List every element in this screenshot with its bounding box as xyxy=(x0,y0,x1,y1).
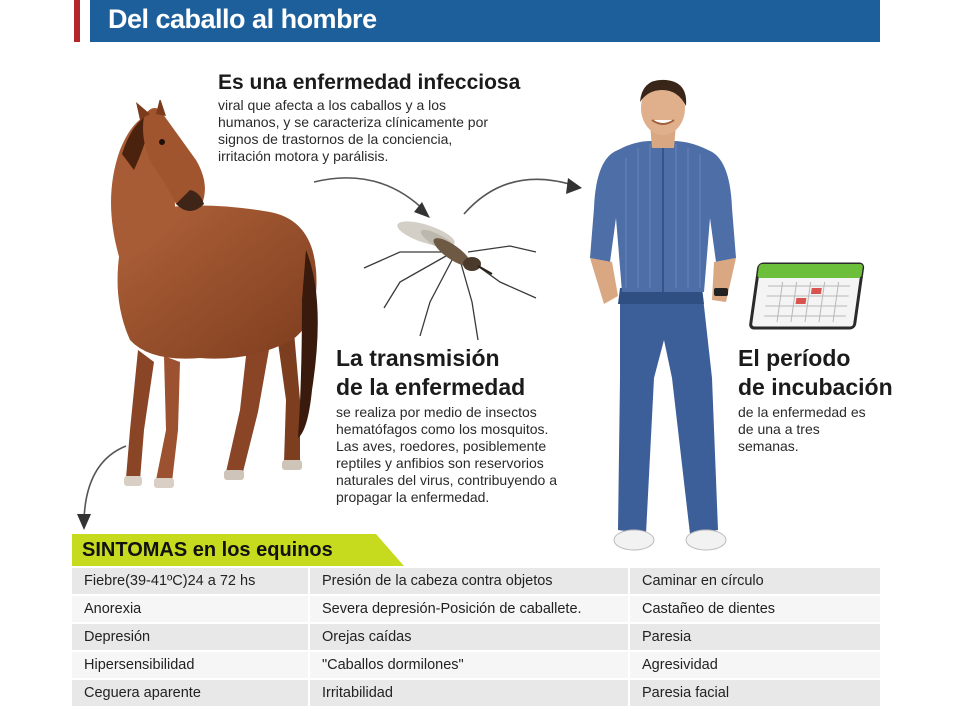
table-cell: Severa depresión-Posición de caballete. xyxy=(310,596,628,622)
infectious-line: irritación motora y parálisis. xyxy=(218,147,389,164)
transmission-line: hematófagos como los mosquitos. xyxy=(336,420,549,437)
table-cell: Ceguera aparente xyxy=(72,680,308,706)
table-cell: Agresividad xyxy=(630,652,880,678)
symptoms-title: SINTOMAS en los equinos xyxy=(82,539,333,561)
incubation-line: de la enfermedad es xyxy=(738,403,866,420)
table-cell: Presión de la cabeza contra objetos xyxy=(310,568,628,594)
incubation-line: semanas. xyxy=(738,437,799,454)
arrow-mosquito-to-man xyxy=(458,168,588,218)
transmission-line: propagar la enfermedad. xyxy=(336,489,490,506)
incubation-block xyxy=(738,346,938,455)
transmission-line: naturales del virus, contribuyendo a xyxy=(336,471,558,488)
symptoms-tag xyxy=(72,534,404,566)
table-cell: Anorexia xyxy=(72,596,308,622)
incubation-title-line: El período xyxy=(738,345,851,371)
table-cell: "Caballos dormilones" xyxy=(310,652,628,678)
page-title: Del caballo al hombre xyxy=(108,4,377,34)
table-row xyxy=(72,596,880,622)
transmission-title-line: de la enfermedad xyxy=(336,373,526,400)
infectious-line: humanos, y se caracteriza clínicamente por xyxy=(218,113,489,130)
table-cell: Caminar en círculo xyxy=(630,568,880,594)
table-cell: Fiebre(39-41ºC)24 a 72 hs xyxy=(72,568,308,594)
transmission-title-line: La transmisión xyxy=(336,345,500,371)
table-cell: Hipersensibilidad xyxy=(72,652,308,678)
transmission-line: reptiles y anfibios son reservorios xyxy=(336,454,544,471)
table-row xyxy=(72,652,880,678)
incubation-line: de una a tres xyxy=(738,420,820,437)
infectious-disease-block xyxy=(218,72,548,165)
table-cell: Castañeo de dientes xyxy=(630,596,880,622)
table-cell: Paresia xyxy=(630,624,880,650)
transmission-line: se realiza por medio de insectos xyxy=(336,403,537,420)
table-cell: Irritabilidad xyxy=(310,680,628,706)
table-row xyxy=(72,568,880,594)
table-cell: Depresión xyxy=(72,624,308,650)
infectious-title: Es una enfermedad infecciosa xyxy=(218,71,521,94)
transmission-block xyxy=(336,346,608,506)
transmission-line: Las aves, roedores, posiblemente xyxy=(336,437,547,454)
header-bar xyxy=(74,0,880,42)
header-accent xyxy=(74,0,80,42)
arrow-horse-to-symptoms xyxy=(72,442,132,532)
infectious-line: viral que afecta a los caballos y a los xyxy=(218,96,447,113)
table-cell: Orejas caídas xyxy=(310,624,628,650)
symptoms-table xyxy=(72,568,880,708)
calendar-icon xyxy=(742,258,870,338)
table-cell: Paresia facial xyxy=(630,680,880,706)
infectious-line: signos de trastornos de la conciencia, xyxy=(218,130,453,147)
incubation-title-line: de incubación xyxy=(738,373,893,400)
table-row xyxy=(72,624,880,650)
mosquito-illustration xyxy=(360,212,540,342)
table-row xyxy=(72,680,880,706)
